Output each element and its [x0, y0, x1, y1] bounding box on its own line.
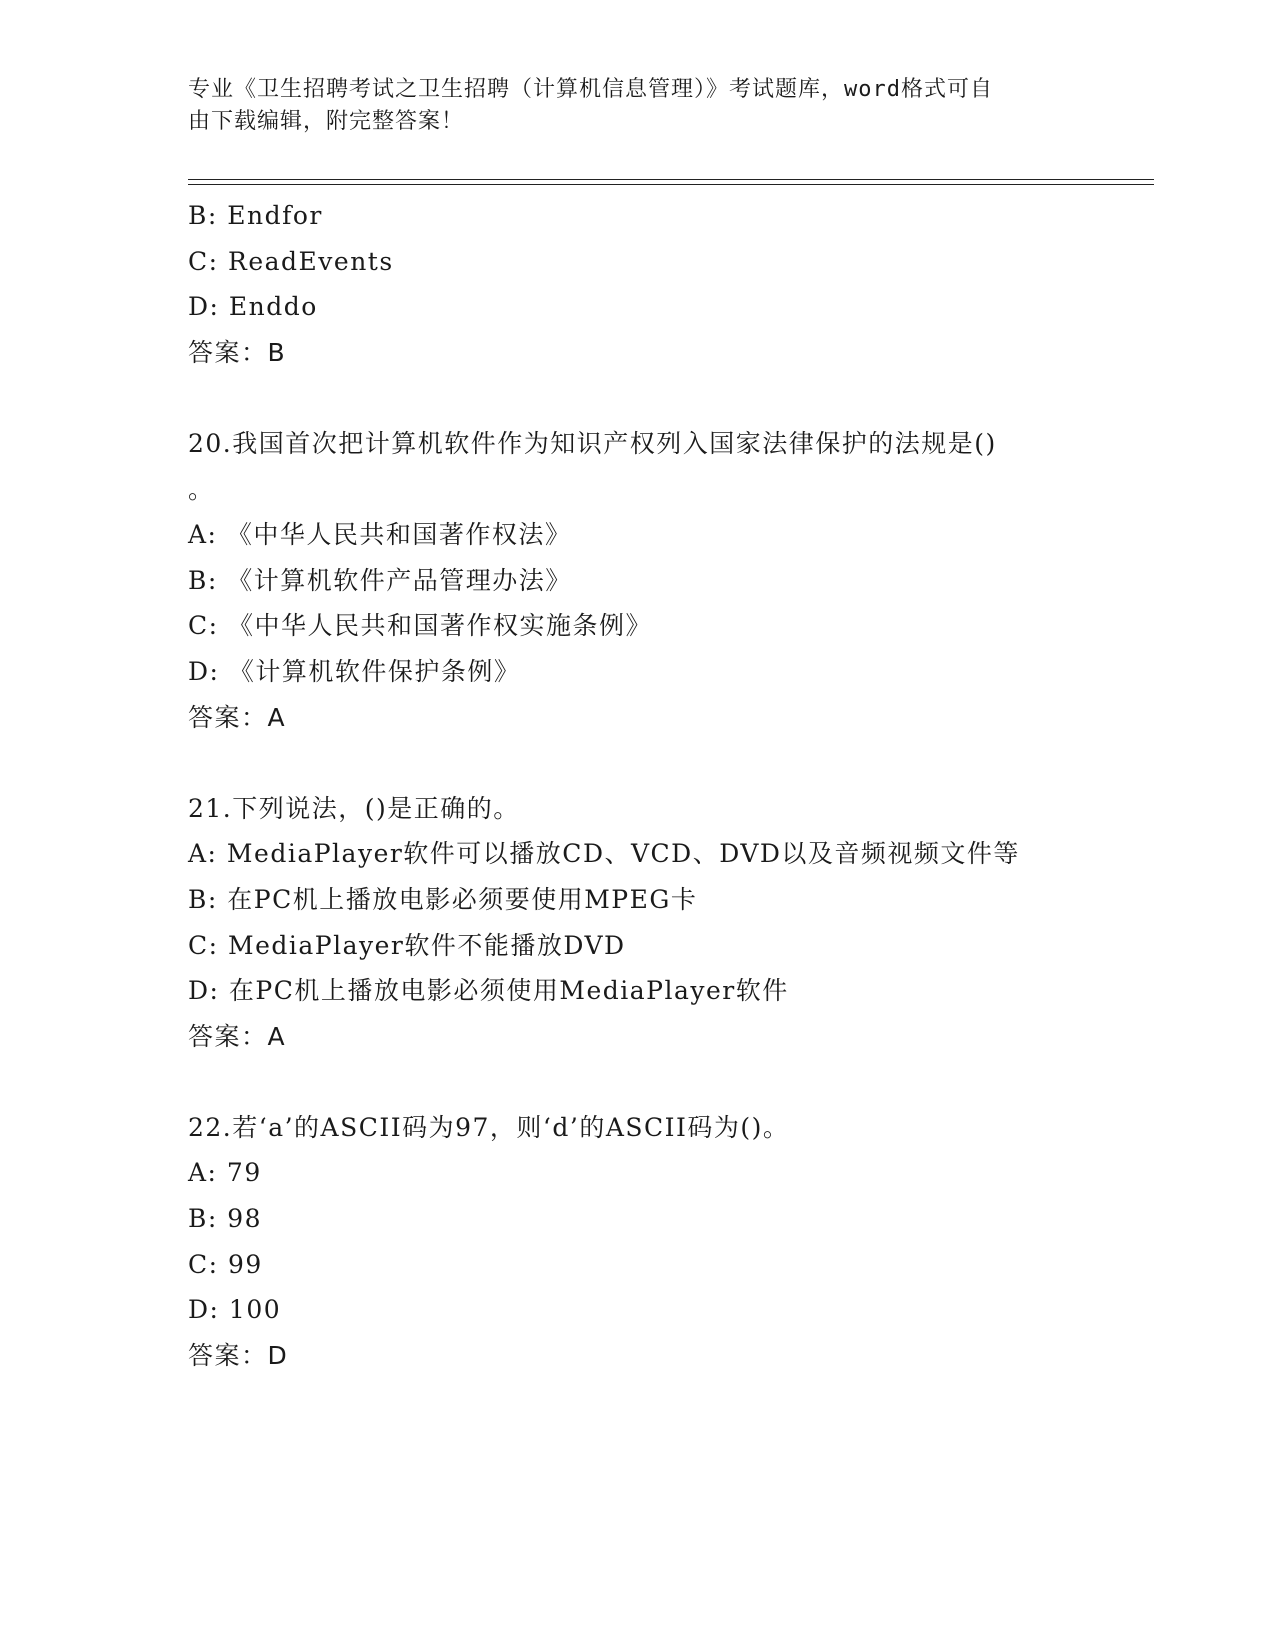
- question-22: [188, 1105, 1088, 1379]
- option-c: C: 《中华人民共和国著作权实施条例》: [188, 611, 652, 641]
- question-21: [188, 786, 1088, 1060]
- option-a: A: 《中华人民共和国著作权法》: [188, 520, 572, 550]
- answer: 答案：D: [188, 1340, 289, 1370]
- option-d: D: 在PC机上播放电影必须使用MediaPlayer软件: [188, 976, 789, 1006]
- question-stem: 21.下列说法，()是正确的。: [188, 793, 520, 823]
- header-rule-top: [188, 179, 1154, 180]
- spacer: [188, 375, 1088, 421]
- answer: 答案：A: [188, 1021, 287, 1051]
- question-stem: 22.若‘a’的ASCII码为97，则‘d’的ASCII码为()。: [188, 1112, 790, 1142]
- option-b: B: 98: [188, 1204, 263, 1234]
- option-c: C: ReadEvents: [188, 246, 394, 276]
- option-c: C: 99: [188, 1249, 263, 1279]
- question-20: [188, 421, 1088, 740]
- spacer: [188, 740, 1088, 786]
- option-d: D: 100: [188, 1295, 282, 1325]
- header-rule-bottom: [188, 184, 1154, 185]
- spacer: [188, 1059, 1088, 1105]
- option-d: D: 《计算机软件保护条例》: [188, 656, 521, 686]
- document-header: [188, 74, 1068, 138]
- answer: 答案：A: [188, 702, 287, 732]
- option-a: A: 79: [188, 1158, 262, 1188]
- question-list: [188, 193, 1088, 1378]
- header-line-2: 由下载编辑，附完整答案！: [188, 109, 465, 134]
- question-19: [188, 193, 1088, 375]
- option-b: B: Endfor: [188, 201, 323, 230]
- option-b: B: 《计算机软件产品管理办法》: [188, 565, 572, 595]
- option-b: B: 在PC机上播放电影必须要使用MPEG卡: [188, 884, 698, 914]
- question-stem: 20.我国首次把计算机软件作为知识产权列入国家法律保护的法规是(): [188, 428, 997, 458]
- option-d: D: Enddo: [188, 292, 318, 322]
- question-stem-continued: 。: [188, 474, 215, 504]
- answer: 答案：B: [188, 337, 287, 367]
- header-line-1: 专业《卫生招聘考试之卫生招聘（计算机信息管理）》考试题库，word格式可自: [188, 77, 993, 102]
- option-c: C: MediaPlayer软件不能播放DVD: [188, 930, 626, 960]
- option-a: A: MediaPlayer软件可以播放CD、VCD、DVD以及音频视频文件等: [188, 839, 1020, 869]
